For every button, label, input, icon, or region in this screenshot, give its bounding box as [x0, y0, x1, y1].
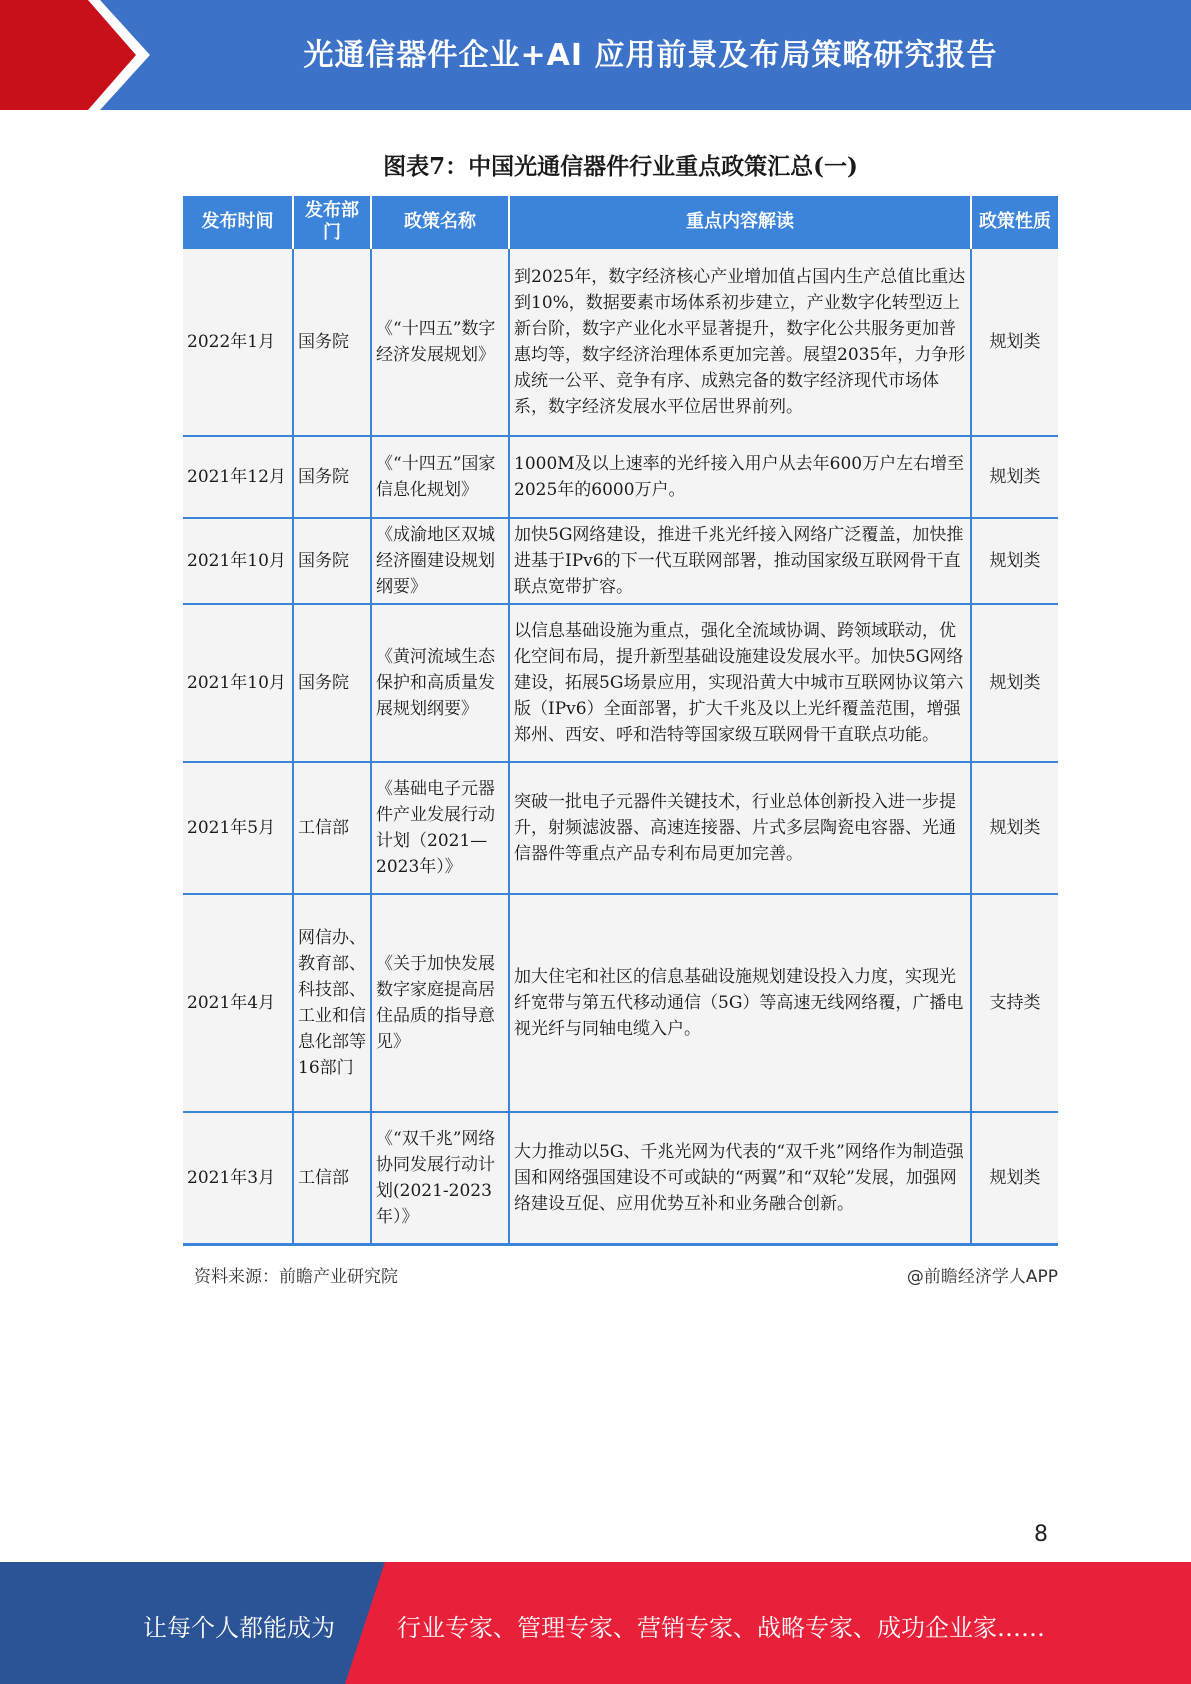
- cell-content: 加快5G网络建设，推进千兆光纤接入网络广泛覆盖，加快推进基于IPv6的下一代互联网部署，推动国家级互联网骨干直联点宽带扩容。: [509, 518, 971, 604]
- cell-content: 大力推动以5G、千兆光网为代表的“双千兆”网络作为制造强国和网络强国建设不可或缺的“两翼”和“双轮”发展，加强网络建设互促、应用优势互补和业务融合创新。: [509, 1112, 971, 1244]
- source-label: 资料来源：前瞻产业研究院: [194, 1267, 398, 1287]
- cell-dept: 网信办、教育部、科技部、工业和信息化部等16部门: [293, 894, 371, 1112]
- cell-policy-name: 《黄河流域生态保护和高质量发展规划纲要》: [371, 604, 509, 762]
- cell-policy-name: 《“双千兆”网络协同发展行动计划(2021-2023年）》: [371, 1112, 509, 1244]
- cell-type: 规划类: [971, 604, 1058, 762]
- header-content: 重点内容解读: [509, 196, 971, 248]
- cell-policy-name: 《关于加快发展数字家庭提高居住品质的指导意见》: [371, 894, 509, 1112]
- cell-content: 1000M及以上速率的光纤接入用户从去年600万户左右增至2025年的6000万户。: [509, 436, 971, 518]
- cell-dept: 工信部: [293, 1112, 371, 1244]
- cell-policy-name: 《成渝地区双城经济圈建设规划纲要》: [371, 518, 509, 604]
- cell-date: 2021年3月: [183, 1112, 293, 1244]
- cell-type: 规划类: [971, 436, 1058, 518]
- table-row: [183, 248, 1058, 436]
- cell-policy-name: 《“十四五”数字经济发展规划》: [371, 248, 509, 436]
- cell-date: 2021年12月: [183, 436, 293, 518]
- page-number: 8: [1034, 1522, 1048, 1547]
- source-credit: @前瞻经济学人APP: [906, 1267, 1058, 1287]
- cell-type: 规划类: [971, 1112, 1058, 1244]
- table-row: [183, 518, 1058, 604]
- header-date: 发布时间: [183, 196, 293, 248]
- cell-date: 2021年4月: [183, 894, 293, 1112]
- cell-date: 2021年10月: [183, 518, 293, 604]
- report-title: 光通信器件企业+AI 应用前景及布局策略研究报告: [303, 38, 998, 73]
- table-header-row: [183, 196, 1058, 248]
- header-dept: 发布部门: [293, 196, 371, 248]
- footer-banner: [0, 1562, 1191, 1684]
- table-row: [183, 436, 1058, 518]
- cell-dept: 工信部: [293, 762, 371, 894]
- cell-content: 到2025年，数字经济核心产业增加值占国内生产总值比重达到10%，数据要素市场体系初步建立，产业数字化转型迈上新台阶，数字产业化水平显著提升，数字化公共服务更加普惠均等，数字经济治理体系更加完善。展望2035年，力争形成统一公平、竞争有序、成熟完备的数字经济现代市场体系，数字经济发展水平位居世界前列。: [509, 248, 971, 436]
- cell-policy-name: 《“十四五”国家信息化规划》: [371, 436, 509, 518]
- table-row: [183, 1112, 1058, 1244]
- cell-dept: 国务院: [293, 436, 371, 518]
- cell-type: 规划类: [971, 762, 1058, 894]
- cell-content: 以信息基础设施为重点，强化全流域协调、跨领域联动，优化空间布局，提升新型基础设施建设发展水平。加快5G网络建设，拓展5G场景应用，实现沿黄大中城市互联网协议第六版（IPv6）全面部署，扩大千兆及以上光纤覆盖范围，增强郑州、西安、呼和浩特等国家级互联网骨干直联点功能。: [509, 604, 971, 762]
- header-banner: [0, 0, 1191, 110]
- footer-slogan-left: 让每个人都能成为: [143, 1614, 335, 1642]
- cell-type: 规划类: [971, 248, 1058, 436]
- cell-date: 2022年1月: [183, 248, 293, 436]
- cell-content: 突破一批电子元器件关键技术，行业总体创新投入进一步提升，射频滤波器、高速连接器、片式多层陶瓷电容器、光通信器件等重点产品专利布局更加完善。: [509, 762, 971, 894]
- header-type: 政策性质: [971, 196, 1058, 248]
- cell-dept: 国务院: [293, 518, 371, 604]
- figure-title: 图表7：中国光通信器件行业重点政策汇总(一): [383, 153, 858, 180]
- cell-dept: 国务院: [293, 248, 371, 436]
- table-row: [183, 604, 1058, 762]
- table-row: [183, 894, 1058, 1112]
- footer-slogan-right: 行业专家、管理专家、营销专家、战略专家、成功企业家……: [397, 1614, 1045, 1642]
- cell-policy-name: 《基础电子元器件产业发展行动计划（2021—2023年）》: [371, 762, 509, 894]
- cell-type: 支持类: [971, 894, 1058, 1112]
- policy-table: [183, 196, 1058, 1246]
- cell-dept: 国务院: [293, 604, 371, 762]
- cell-date: 2021年5月: [183, 762, 293, 894]
- cell-date: 2021年10月: [183, 604, 293, 762]
- cell-type: 规划类: [971, 518, 1058, 604]
- header-policy-name: 政策名称: [371, 196, 509, 248]
- table-row: [183, 762, 1058, 894]
- cell-content: 加大住宅和社区的信息基础设施规划建设投入力度，实现光纤宽带与第五代移动通信（5G）等高速无线网络覆，广播电视光纤与同轴电缆入户。: [509, 894, 971, 1112]
- header-arrow-decoration: [0, 0, 150, 110]
